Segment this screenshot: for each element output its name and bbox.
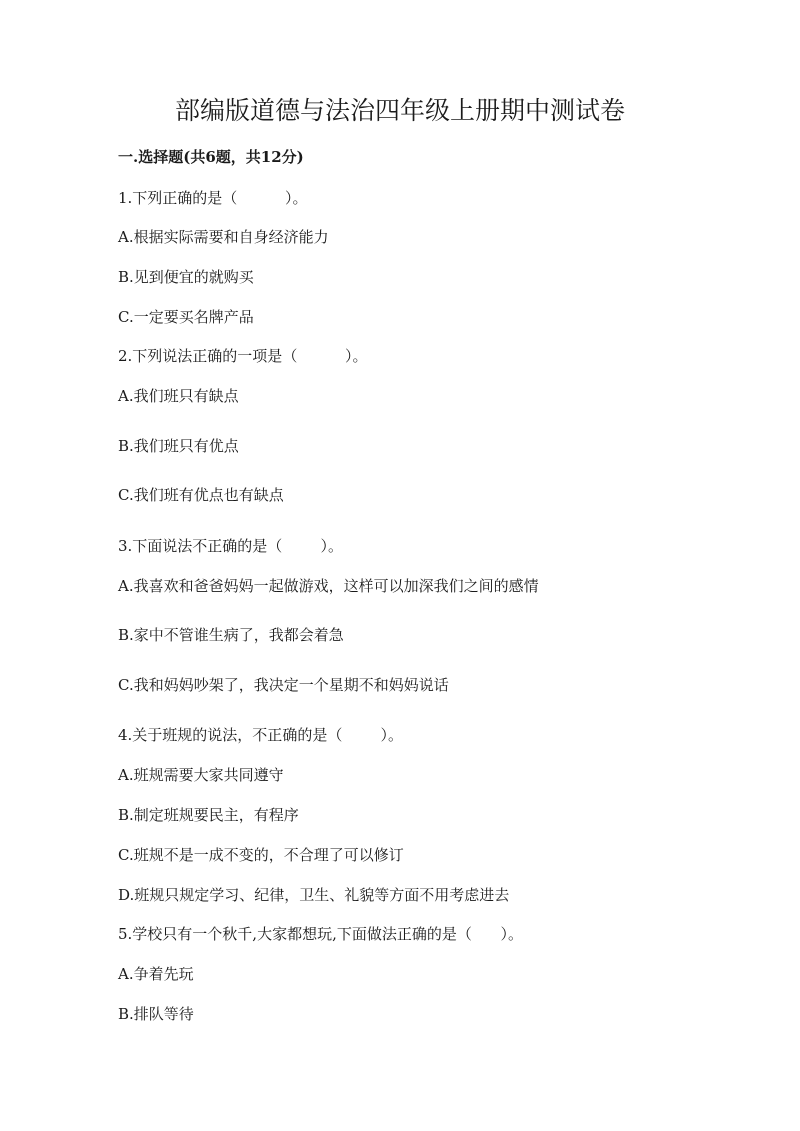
question-1-stem: 1.下列正确的是（ ）。 bbox=[118, 189, 308, 207]
question-4-option-b: B.制定班规要民主，有程序 bbox=[118, 806, 299, 824]
question-4-option-c: C.班规不是一成不变的，不合理了可以修订 bbox=[118, 846, 404, 864]
question-5-option-a: A.争着先玩 bbox=[118, 965, 194, 983]
question-1-option-b: B.见到便宜的就购买 bbox=[118, 268, 254, 286]
question-3-option-c: C.我和妈妈吵架了，我决定一个星期不和妈妈说话 bbox=[118, 676, 449, 694]
question-3-stem: 3.下面说法不正确的是（ ）。 bbox=[118, 537, 343, 555]
question-2-option-c: C.我们班有优点也有缺点 bbox=[118, 486, 284, 504]
question-4-option-a: A.班规需要大家共同遵守 bbox=[118, 766, 284, 784]
question-3-option-b: B.家中不管谁生病了，我都会着急 bbox=[118, 626, 344, 644]
question-3-option-a: A.我喜欢和爸爸妈妈一起做游戏，这样可以加深我们之间的感情 bbox=[118, 577, 539, 595]
question-1-option-a: A.根据实际需要和自身经济能力 bbox=[118, 228, 329, 246]
question-4-stem: 4.关于班规的说法，不正确的是（ ）。 bbox=[118, 726, 403, 744]
question-4-option-d: D.班规只规定学习、纪律，卫生、礼貌等方面不用考虑进去 bbox=[118, 886, 510, 904]
question-5-stem: 5.学校只有一个秋千,大家都想玩,下面做法正确的是（ ）。 bbox=[118, 925, 523, 943]
page-title: 部编版道德与法治四年级上册期中测试卷 bbox=[174, 96, 625, 125]
question-5-option-b: B.排队等待 bbox=[118, 1005, 194, 1023]
question-2-option-b: B.我们班只有优点 bbox=[118, 437, 239, 455]
question-1-option-c: C.一定要买名牌产品 bbox=[118, 308, 254, 326]
question-2-option-a: A.我们班只有缺点 bbox=[118, 387, 239, 405]
question-2-stem: 2.下列说法正确的一项是（ ）。 bbox=[118, 347, 368, 365]
section-heading: 一.选择题(共6题，共12分) bbox=[118, 148, 304, 166]
